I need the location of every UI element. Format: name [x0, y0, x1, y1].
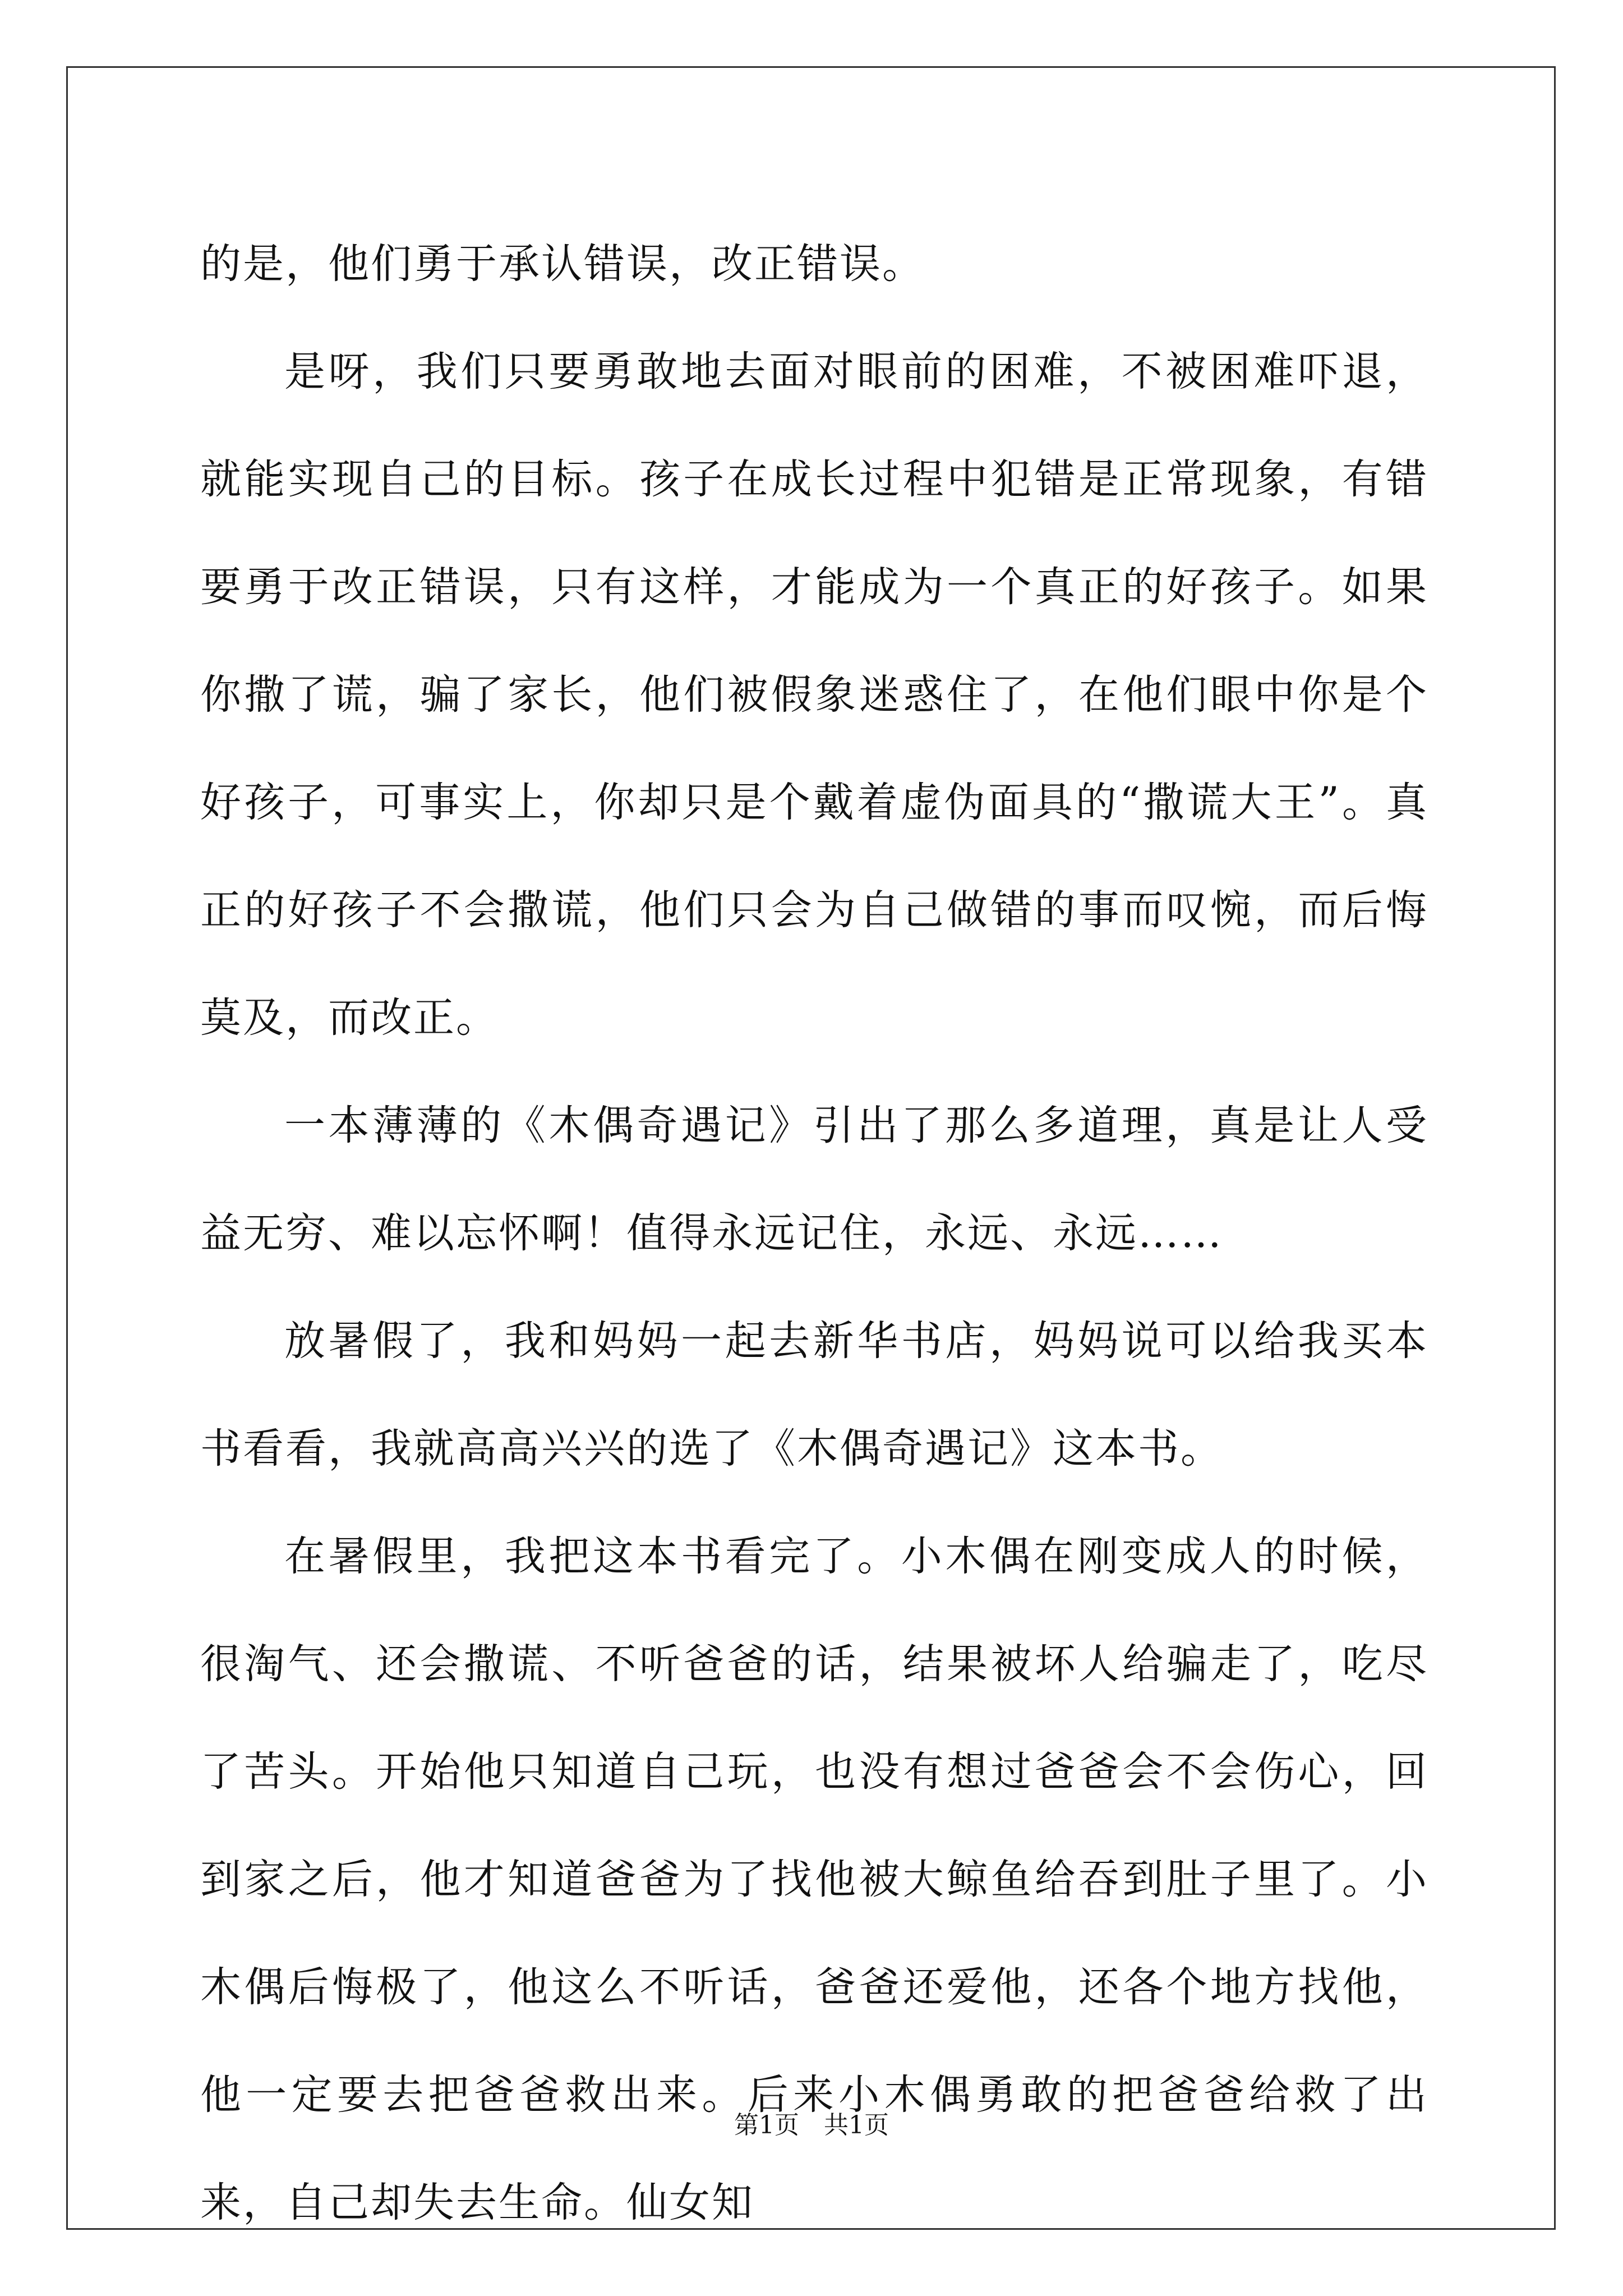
document-body: [200, 210, 1428, 2257]
paragraph-5: 在暑假里，我把这本书看完了。小木偶在刚变成人的时候，很淘气、还会撒谎、不听爸爸的话，结果被坏人给骗走了，吃尽了苦头。开始他只知道自己玩，也没有想过爸爸会不会伤心，回到家之后，他才知道爸爸为了找他被大鲸鱼给吞到肚子里了。小木偶后悔极了，他这么不听话，爸爸还爱他，还各个地方找他，他一定要去把爸爸救出来。后来小木偶勇敢的把爸爸给救了出来，自己却失去生命。仙女知: [200, 1533, 1428, 2226]
paragraph-2: 是呀，我们只要勇敢地去面对眼前的困难，不被困难吓退，就能实现自己的目标。孩子在成长过程中犯错是正常现象，有错要勇于改正错误，只有这样，才能成为一个真正的好孩子。如果你撒了谎，骗了家长，他们被假象迷惑住了，在他们眼中你是个好孩子，可事实上，你却只是个戴着虚伪面具的“撒谎大王”。真正的好孩子不会撒谎，他们只会为自己做错的事而叹惋，而后悔莫及，而改正。: [200, 348, 1428, 1042]
paragraph-4: 放暑假了，我和妈妈一起去新华书店，妈妈说可以给我买本书看看，我就高高兴兴的选了《木偶奇遇记》这本书。: [200, 1317, 1428, 1473]
page-footer: 第1页 共1页: [734, 2111, 889, 2139]
paragraph-3: 一本薄薄的《木偶奇遇记》引出了那么多道理，真是让人受益无穷、难以忘怀啊！值得永远记住，永远、永远……: [200, 1102, 1428, 1257]
paragraph-1: 的是，他们勇于承认错误，改正错误。: [200, 240, 925, 288]
